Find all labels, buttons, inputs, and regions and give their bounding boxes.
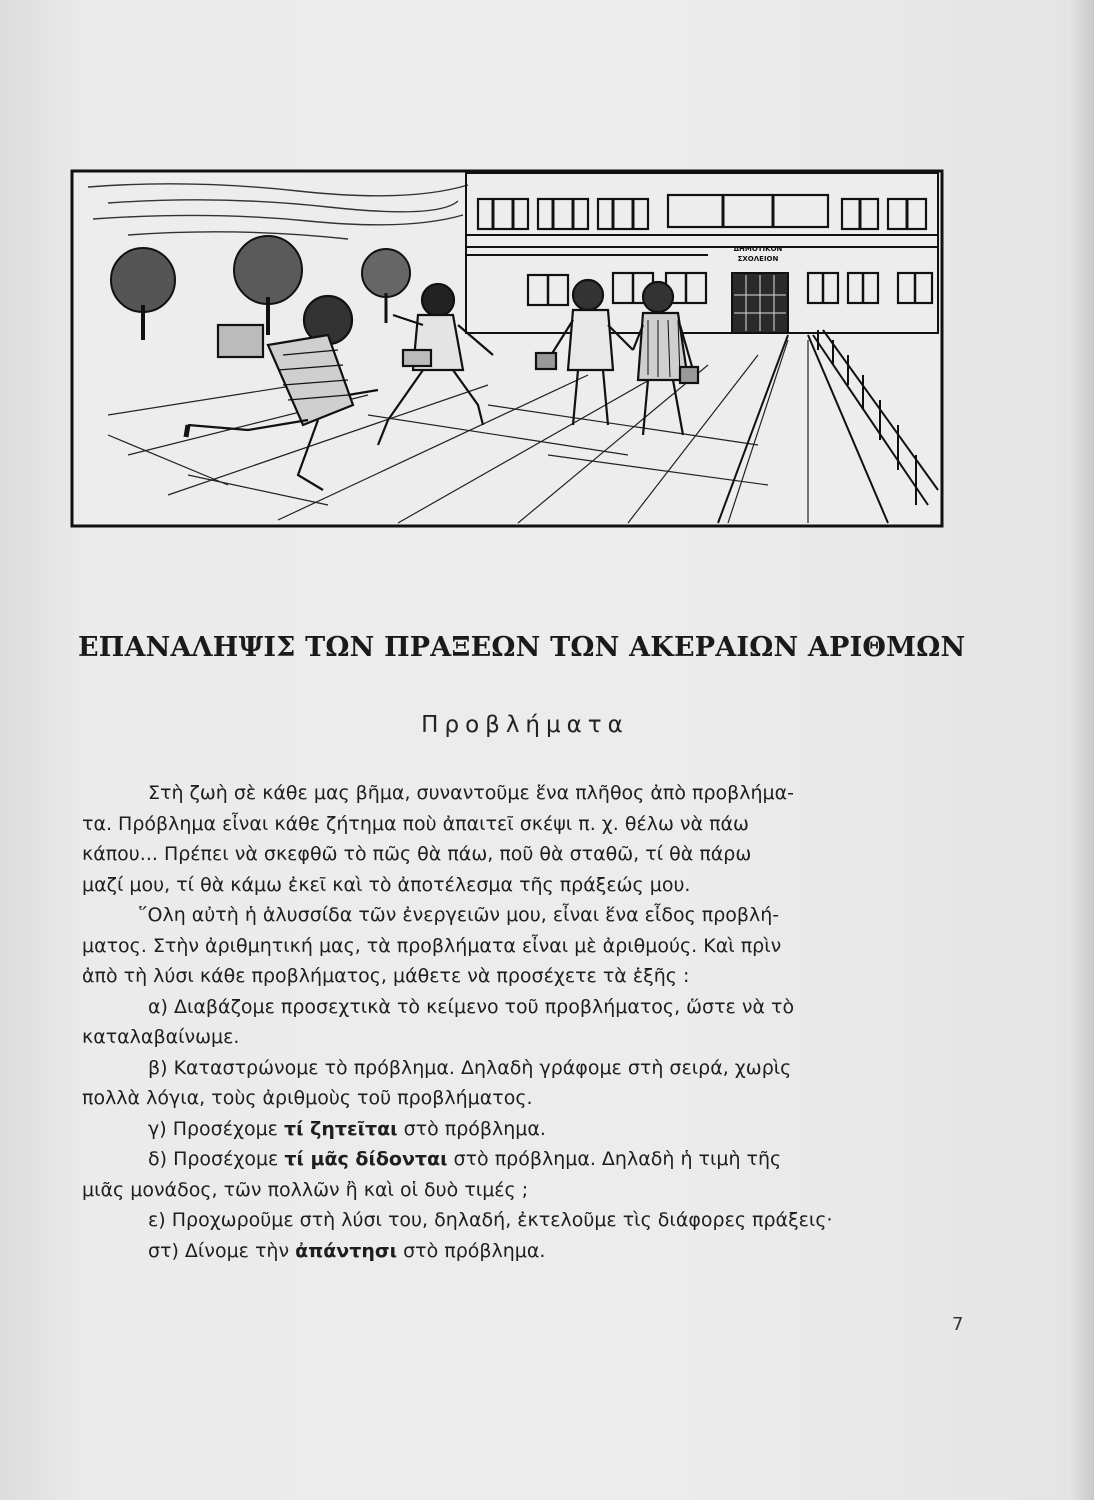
paragraph-line: κάπου... Πρέπει νὰ σκεφθῶ τὸ πῶς θὰ πάω, ποῦ θὰ σταθῶ, τί θὰ πάρω — [82, 843, 752, 865]
step-f — [82, 1236, 962, 1267]
step-b-line2: πολλὰ λόγια, τοὺς ἀριθμοὺς τοῦ προβλήματος. — [82, 1087, 533, 1109]
step-b-line1: β) Καταστρώνομε τὸ πρόβλημα. Δηλαδὴ γράφομε στὴ σειρά, χωρὶς — [148, 1056, 792, 1079]
step-f-emphasis: ἀπάντησι — [295, 1239, 398, 1262]
section-subtitle: Προβλήματα — [421, 712, 629, 738]
step-f-pre: στ) Δίνομε τὴν — [148, 1239, 296, 1262]
step-d-post: στὸ πρόβλημα. Δηλαδὴ ἡ τιμὴ τῆς — [447, 1148, 782, 1170]
step-a-line2: καταλαβαίνωμε. — [82, 1026, 240, 1048]
body-text — [82, 778, 962, 1266]
paragraph-line: ῞Ολη αὐτὴ ἡ ἁλυσσίδα τῶν ἐνεργειῶν μου, εἶναι ἕνα εἶδος προβλή- — [138, 904, 780, 926]
step-f-post: στὸ πρόβλημα. — [397, 1239, 546, 1262]
paragraph-line: μαζί μου, τί θὰ κάμω ἐκεῖ καὶ τὸ ἀποτέλεσμα τῆς πράξεώς μου. — [82, 873, 691, 896]
page-title: ΕΠΑΝΑΛΗΨΙΣ ΤΩΝ ΠΡΑΞΕΩΝ ΤΩΝ ΑΚΕΡΑΙΩΝ ΑΡΙΘΜΩΝ — [78, 632, 966, 663]
school-sign-line1: ΔΗΜΟΤΙΚΟΝ — [733, 245, 783, 253]
paragraph-line: Στὴ ζωὴ σὲ κάθε μας βῆμα, συναντοῦμε ἕνα πλῆθος ἀπὸ προβλήμα- — [148, 782, 795, 804]
school-sign-line2: ΣΧΟΛΕΙΟΝ — [737, 255, 779, 263]
step-d-pre: δ) Προσέχομε — [148, 1148, 285, 1170]
school-illustration — [68, 155, 948, 530]
paragraph-line: τα. Πρόβλημα εἶναι κάθε ζήτημα ποὺ ἀπαιτεῖ σκέψι π. χ. θέλω νὰ πάω — [82, 812, 749, 835]
page-number: 7 — [952, 1314, 964, 1335]
step-c-emphasis: τί ζητεῖται — [283, 1117, 398, 1140]
step-d-line1 — [82, 1144, 962, 1175]
step-c-pre: γ) Προσέχομε — [148, 1117, 284, 1140]
step-d-emphasis: τί μᾶς δίδονται — [284, 1148, 448, 1170]
step-c — [82, 1114, 962, 1145]
paragraph-line: ματος. Στὴν ἀριθμητική μας, τὰ προβλήματα εἶναι μὲ ἀριθμούς. Καὶ πρὶν — [82, 934, 782, 957]
paragraph-line: ἀπὸ τὴ λύσι κάθε προβλήματος, μάθετε νὰ προσέχετε τὰ ἑξῆς : — [82, 965, 690, 987]
step-e: ε) Προχωροῦμε στὴ λύσι του, δηλαδή, ἐκτελοῦμε τὶς διάφορες πράξεις· — [148, 1209, 833, 1231]
page-edge-shadow — [1068, 0, 1094, 1500]
step-d-line2: μιᾶς μονάδος, τῶν πολλῶν ἢ καὶ οἱ δυὸ τιμές ; — [82, 1178, 529, 1201]
step-c-post: στὸ πρόβλημα. — [397, 1117, 546, 1140]
school-drawing — [68, 155, 948, 530]
step-a-line1: α) Διαβάζομε προσεχτικὰ τὸ κείμενο τοῦ προβλήματος, ὥστε νὰ τὸ — [148, 995, 795, 1018]
